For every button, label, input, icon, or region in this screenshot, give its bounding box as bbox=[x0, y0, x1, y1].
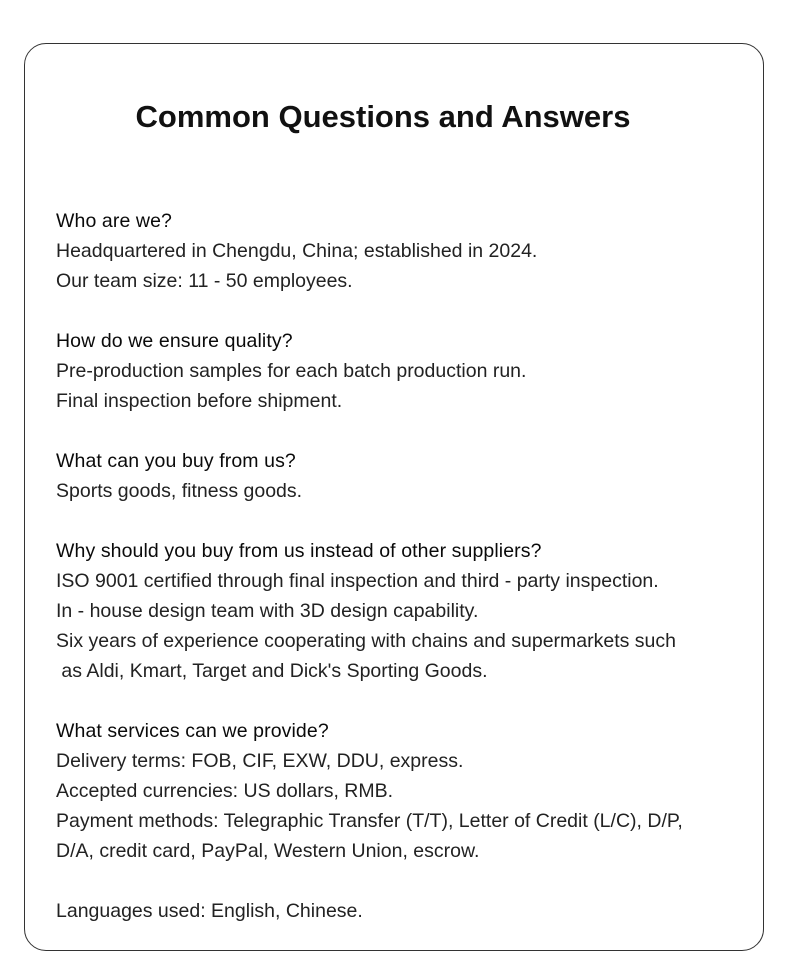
faq-answer-line: In - house design team with 3D design capability. bbox=[56, 600, 479, 622]
faq-answer-line: D/A, credit card, PayPal, Western Union, escrow. bbox=[56, 840, 480, 862]
faq-answer-line: Accepted currencies: US dollars, RMB. bbox=[56, 780, 394, 802]
faq-answer-line: Delivery terms: FOB, CIF, EXW, DDU, express. bbox=[56, 750, 464, 772]
faq-question: What services can we provide? bbox=[56, 720, 329, 742]
faq-content bbox=[56, 206, 756, 926]
faq-section-who-are-we bbox=[56, 206, 756, 296]
faq-answer-line: Headquartered in Chengdu, China; established in 2024. bbox=[56, 240, 538, 262]
faq-question: Who are we? bbox=[56, 210, 172, 232]
faq-question: What can you buy from us? bbox=[56, 450, 296, 472]
faq-section-services bbox=[56, 716, 756, 866]
faq-answer-line: Payment methods: Telegraphic Transfer (T/T), Letter of Credit (L/C), D/P, bbox=[56, 810, 683, 832]
faq-answer-line: as Aldi, Kmart, Target and Dick's Sporting Goods. bbox=[56, 660, 488, 682]
faq-answer-line: Sports goods, fitness goods. bbox=[56, 480, 303, 502]
faq-section-products bbox=[56, 446, 756, 506]
faq-answer-line: Our team size: 11 - 50 employees. bbox=[56, 270, 353, 292]
faq-section-why-us bbox=[56, 536, 756, 686]
faq-answer-line: Six years of experience cooperating with chains and supermarkets such bbox=[56, 630, 676, 652]
faq-answer-line: Final inspection before shipment. bbox=[56, 390, 343, 412]
faq-section-quality bbox=[56, 326, 756, 416]
faq-answer-line: ISO 9001 certified through final inspection and third - party inspection. bbox=[56, 570, 659, 592]
page-title: Common Questions and Answers bbox=[135, 99, 631, 134]
faq-question: How do we ensure quality? bbox=[56, 330, 293, 352]
faq-answer-line: Pre-production samples for each batch production run. bbox=[56, 360, 527, 382]
languages-note: Languages used: English, Chinese. bbox=[56, 900, 363, 922]
faq-question: Why should you buy from us instead of other suppliers? bbox=[56, 540, 542, 562]
